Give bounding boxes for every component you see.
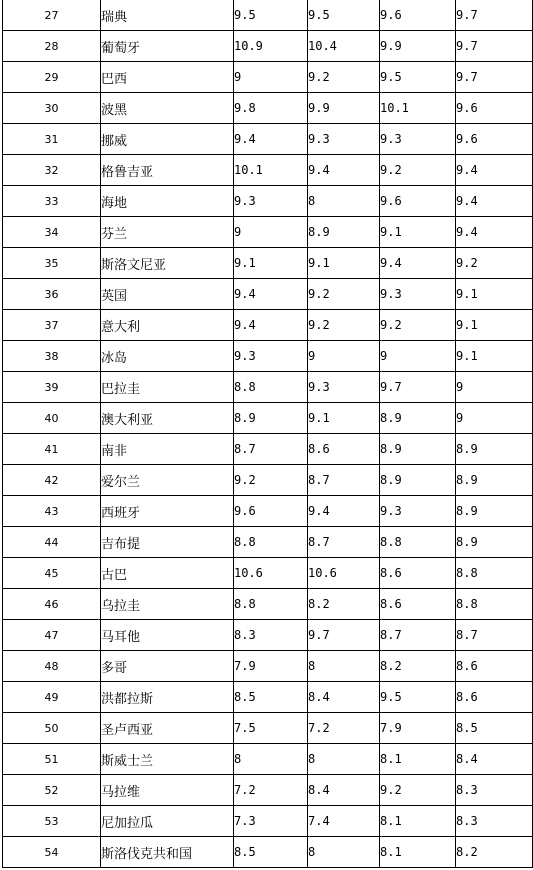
value-cell: 9.1	[380, 217, 456, 248]
value-cell: 9.7	[308, 620, 380, 651]
country-cell: 澳大利亚	[101, 403, 234, 434]
value-cell: 9.7	[456, 31, 533, 62]
value-cell: 8.4	[308, 682, 380, 713]
table-row	[3, 341, 533, 372]
rank-cell: 36	[3, 279, 101, 310]
value-cell: 9.6	[380, 186, 456, 217]
value-cell: 9.1	[456, 341, 533, 372]
table-row	[3, 682, 533, 713]
rank-cell: 29	[3, 62, 101, 93]
value-cell: 8.9	[456, 527, 533, 558]
rank-cell: 45	[3, 558, 101, 589]
country-cell: 洪都拉斯	[101, 682, 234, 713]
country-cell: 马拉维	[101, 775, 234, 806]
value-cell: 9.1	[456, 279, 533, 310]
value-cell: 8.5	[234, 837, 308, 868]
value-cell: 9.4	[234, 124, 308, 155]
value-cell: 8.3	[234, 620, 308, 651]
value-cell: 7.9	[380, 713, 456, 744]
table-body	[3, 0, 533, 868]
rank-cell: 38	[3, 341, 101, 372]
value-cell: 8.7	[308, 527, 380, 558]
value-cell: 8.1	[380, 806, 456, 837]
table-row	[3, 434, 533, 465]
table-row	[3, 93, 533, 124]
value-cell: 9.3	[308, 124, 380, 155]
country-cell: 古巴	[101, 558, 234, 589]
value-cell: 10.6	[308, 558, 380, 589]
rank-cell: 44	[3, 527, 101, 558]
value-cell: 9.9	[380, 31, 456, 62]
value-cell: 9.6	[380, 0, 456, 31]
country-cell: 西班牙	[101, 496, 234, 527]
country-cell: 英国	[101, 279, 234, 310]
value-cell: 8.9	[380, 465, 456, 496]
value-cell: 9.2	[380, 155, 456, 186]
value-cell: 9.4	[308, 155, 380, 186]
table-row	[3, 496, 533, 527]
table-row	[3, 310, 533, 341]
value-cell: 7.5	[234, 713, 308, 744]
ranking-table	[2, 0, 533, 868]
country-cell: 爱尔兰	[101, 465, 234, 496]
value-cell: 9.3	[234, 186, 308, 217]
value-cell: 9.2	[308, 62, 380, 93]
country-cell: 挪威	[101, 124, 234, 155]
country-cell: 尼加拉瓜	[101, 806, 234, 837]
value-cell: 9.7	[380, 372, 456, 403]
table-row	[3, 403, 533, 434]
value-cell: 9	[380, 341, 456, 372]
value-cell: 8.9	[234, 403, 308, 434]
value-cell: 9.2	[380, 775, 456, 806]
table-row	[3, 775, 533, 806]
value-cell: 9.4	[234, 279, 308, 310]
value-cell: 7.2	[308, 713, 380, 744]
country-cell: 巴西	[101, 62, 234, 93]
country-cell: 瑞典	[101, 0, 234, 31]
country-cell: 海地	[101, 186, 234, 217]
value-cell: 8.6	[308, 434, 380, 465]
rank-cell: 41	[3, 434, 101, 465]
value-cell: 9.3	[234, 341, 308, 372]
value-cell: 9	[308, 341, 380, 372]
value-cell: 9.9	[308, 93, 380, 124]
rank-cell: 52	[3, 775, 101, 806]
value-cell: 9	[456, 372, 533, 403]
rank-cell: 40	[3, 403, 101, 434]
table-row	[3, 248, 533, 279]
table-row	[3, 837, 533, 868]
value-cell: 9.2	[308, 310, 380, 341]
value-cell: 9.1	[308, 403, 380, 434]
value-cell: 8.7	[456, 620, 533, 651]
rank-cell: 43	[3, 496, 101, 527]
value-cell: 8.1	[380, 837, 456, 868]
rank-cell: 49	[3, 682, 101, 713]
table-row	[3, 155, 533, 186]
rank-cell: 50	[3, 713, 101, 744]
value-cell: 8.6	[456, 651, 533, 682]
value-cell: 9.5	[380, 682, 456, 713]
country-cell: 葡萄牙	[101, 31, 234, 62]
country-cell: 多哥	[101, 651, 234, 682]
country-cell: 斯威士兰	[101, 744, 234, 775]
rank-cell: 32	[3, 155, 101, 186]
rank-cell: 42	[3, 465, 101, 496]
value-cell: 9.2	[380, 310, 456, 341]
value-cell: 9.2	[308, 279, 380, 310]
value-cell: 8.4	[456, 744, 533, 775]
value-cell: 8.9	[456, 465, 533, 496]
table-row	[3, 124, 533, 155]
value-cell: 8.2	[456, 837, 533, 868]
value-cell: 9.5	[234, 0, 308, 31]
value-cell: 9.2	[456, 248, 533, 279]
country-cell: 波黑	[101, 93, 234, 124]
value-cell: 8.9	[308, 217, 380, 248]
value-cell: 9.4	[380, 248, 456, 279]
value-cell: 7.9	[234, 651, 308, 682]
value-cell: 10.4	[308, 31, 380, 62]
value-cell: 7.2	[234, 775, 308, 806]
table-row	[3, 744, 533, 775]
value-cell: 9	[234, 62, 308, 93]
value-cell: 8.5	[456, 713, 533, 744]
value-cell: 8	[308, 651, 380, 682]
value-cell: 9	[456, 403, 533, 434]
value-cell: 10.9	[234, 31, 308, 62]
rank-cell: 46	[3, 589, 101, 620]
value-cell: 9.4	[456, 186, 533, 217]
rank-cell: 33	[3, 186, 101, 217]
value-cell: 9.3	[308, 372, 380, 403]
value-cell: 8.9	[380, 403, 456, 434]
table-row	[3, 372, 533, 403]
value-cell: 9.4	[456, 217, 533, 248]
rank-cell: 48	[3, 651, 101, 682]
table-row	[3, 651, 533, 682]
table-row	[3, 527, 533, 558]
rank-cell: 51	[3, 744, 101, 775]
country-cell: 格鲁吉亚	[101, 155, 234, 186]
value-cell: 9.4	[308, 496, 380, 527]
value-cell: 9.8	[234, 93, 308, 124]
value-cell: 8.5	[234, 682, 308, 713]
country-cell: 乌拉圭	[101, 589, 234, 620]
country-cell: 意大利	[101, 310, 234, 341]
value-cell: 9.2	[234, 465, 308, 496]
country-cell: 南非	[101, 434, 234, 465]
table-row	[3, 31, 533, 62]
value-cell: 9.6	[456, 124, 533, 155]
value-cell: 8.3	[456, 806, 533, 837]
rank-cell: 34	[3, 217, 101, 248]
table-row	[3, 806, 533, 837]
table-row	[3, 0, 533, 31]
value-cell: 8.3	[456, 775, 533, 806]
rank-cell: 30	[3, 93, 101, 124]
value-cell: 7.3	[234, 806, 308, 837]
value-cell: 8.6	[380, 589, 456, 620]
country-cell: 冰岛	[101, 341, 234, 372]
value-cell: 8	[234, 744, 308, 775]
value-cell: 8.8	[456, 558, 533, 589]
value-cell: 8.1	[380, 744, 456, 775]
table-row	[3, 558, 533, 589]
table-row	[3, 62, 533, 93]
rank-cell: 37	[3, 310, 101, 341]
value-cell: 9.1	[234, 248, 308, 279]
table-row	[3, 465, 533, 496]
rank-cell: 35	[3, 248, 101, 279]
value-cell: 8.2	[380, 651, 456, 682]
value-cell: 8	[308, 186, 380, 217]
rank-cell: 31	[3, 124, 101, 155]
rank-cell: 47	[3, 620, 101, 651]
value-cell: 9.3	[380, 496, 456, 527]
value-cell: 9.3	[380, 279, 456, 310]
table-row	[3, 217, 533, 248]
table-row	[3, 620, 533, 651]
value-cell: 9.5	[380, 62, 456, 93]
country-cell: 斯洛伐克共和国	[101, 837, 234, 868]
value-cell: 8.9	[456, 434, 533, 465]
value-cell: 8.6	[380, 558, 456, 589]
value-cell: 10.1	[234, 155, 308, 186]
value-cell: 9.1	[456, 310, 533, 341]
value-cell: 9.4	[456, 155, 533, 186]
rank-cell: 28	[3, 31, 101, 62]
value-cell: 9.6	[456, 93, 533, 124]
value-cell: 8.8	[234, 527, 308, 558]
value-cell: 7.4	[308, 806, 380, 837]
value-cell: 8	[308, 744, 380, 775]
country-cell: 巴拉圭	[101, 372, 234, 403]
value-cell: 9	[234, 217, 308, 248]
value-cell: 8.9	[380, 434, 456, 465]
value-cell: 8.8	[234, 372, 308, 403]
value-cell: 8.7	[234, 434, 308, 465]
country-cell: 吉布提	[101, 527, 234, 558]
value-cell: 8.9	[456, 496, 533, 527]
value-cell: 8.8	[380, 527, 456, 558]
value-cell: 9.7	[456, 0, 533, 31]
table-row	[3, 279, 533, 310]
value-cell: 9.4	[234, 310, 308, 341]
rank-cell: 53	[3, 806, 101, 837]
rank-cell: 54	[3, 837, 101, 868]
value-cell: 8.7	[380, 620, 456, 651]
value-cell: 8.6	[456, 682, 533, 713]
country-cell: 斯洛文尼亚	[101, 248, 234, 279]
value-cell: 9.5	[308, 0, 380, 31]
value-cell: 10.6	[234, 558, 308, 589]
country-cell: 芬兰	[101, 217, 234, 248]
value-cell: 10.1	[380, 93, 456, 124]
rank-cell: 39	[3, 372, 101, 403]
value-cell: 8.4	[308, 775, 380, 806]
country-cell: 圣卢西亚	[101, 713, 234, 744]
rank-cell: 27	[3, 0, 101, 31]
value-cell: 9.3	[380, 124, 456, 155]
table-row	[3, 713, 533, 744]
value-cell: 9.1	[308, 248, 380, 279]
value-cell: 9.7	[456, 62, 533, 93]
country-cell: 马耳他	[101, 620, 234, 651]
value-cell: 8	[308, 837, 380, 868]
value-cell: 9.6	[234, 496, 308, 527]
value-cell: 8.8	[456, 589, 533, 620]
value-cell: 8.2	[308, 589, 380, 620]
value-cell: 8.7	[308, 465, 380, 496]
table-row	[3, 589, 533, 620]
table-row	[3, 186, 533, 217]
value-cell: 8.8	[234, 589, 308, 620]
